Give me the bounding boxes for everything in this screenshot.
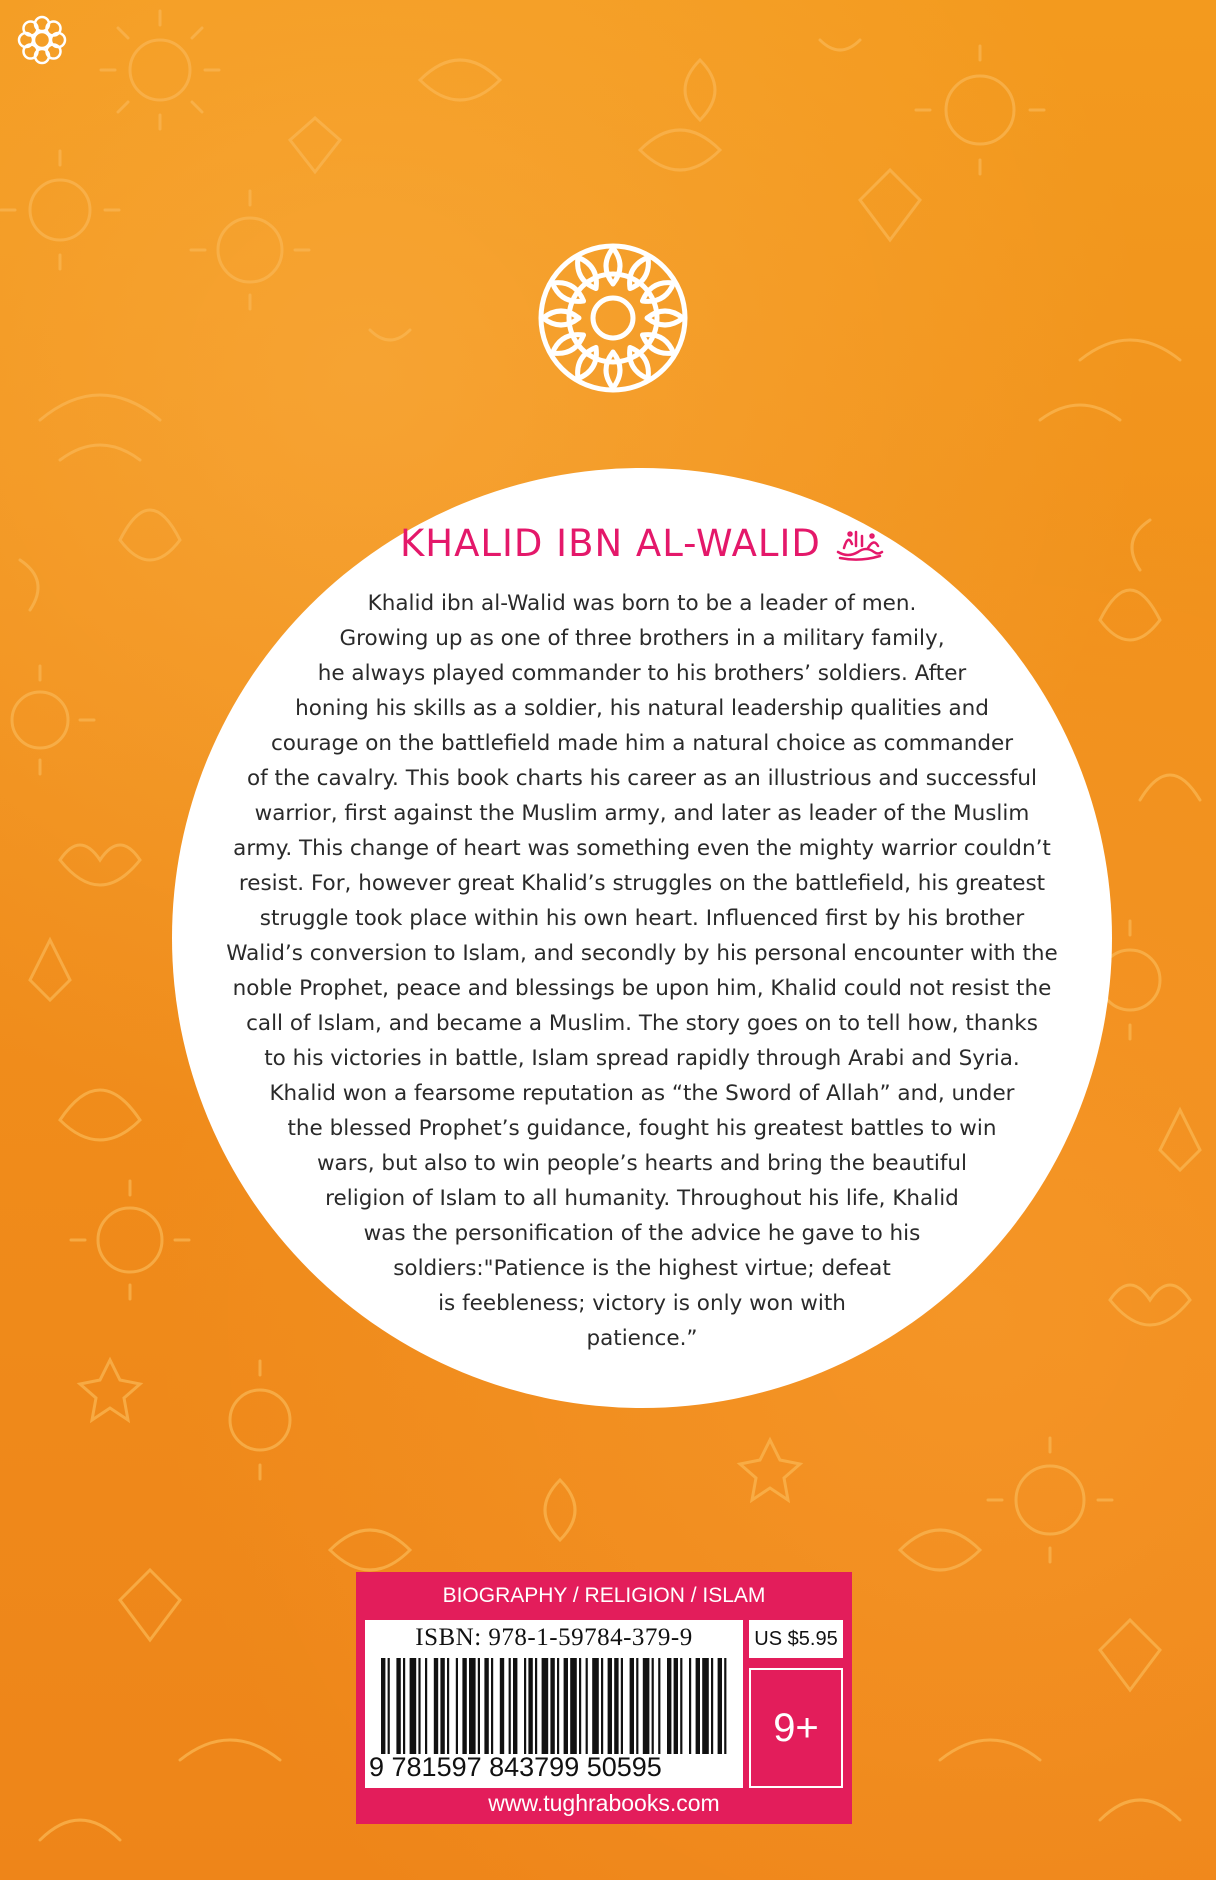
barcode-stripe <box>440 1658 444 1754</box>
barcode-stripe <box>689 1658 691 1754</box>
barcode-icon <box>381 1658 731 1754</box>
barcode-stripe <box>513 1658 517 1754</box>
book-description <box>172 586 1112 1356</box>
barcode-stripe <box>542 1658 549 1754</box>
barcode-stripe <box>630 1658 634 1754</box>
barcode-stripe <box>396 1658 400 1754</box>
price-label: US $5.95 <box>749 1620 843 1658</box>
barcode-stripe <box>388 1658 390 1754</box>
description-line: the blessed Prophet’s guidance, fought his greatest battles to win <box>287 1116 997 1141</box>
barcode-stripe <box>711 1658 713 1754</box>
isbn-text: ISBN: 978-1-59784-379-9 <box>415 1624 693 1651</box>
barcode-stripe <box>724 1658 726 1754</box>
book-title: KHALID IBN AL-WALID <box>399 522 821 565</box>
barcode-stripe <box>535 1658 537 1754</box>
age-rating: 9+ <box>749 1668 843 1788</box>
ean-digits: 9 781597 843799 50595 <box>369 1752 662 1782</box>
title-row <box>172 522 1112 565</box>
description-line: religion of Islam to all humanity. Throughout his life, Khalid <box>325 1186 959 1211</box>
barcode-stripe <box>524 1658 526 1754</box>
description-line: noble Prophet, peace and blessings be upon him, Khalid could not resist the <box>232 976 1052 1001</box>
barcode-stripe <box>680 1658 682 1754</box>
description-line: was the personification of the advice he gave to his <box>363 1221 921 1246</box>
barcode-stripe <box>718 1658 722 1754</box>
barcode-stripe <box>478 1658 480 1754</box>
barcode-stripe <box>491 1658 493 1754</box>
description-line: of the cavalry. This book charts his career as an illustrious and successful <box>247 766 1037 791</box>
barcode-stripe <box>469 1658 476 1754</box>
barcode-stripe <box>550 1658 554 1754</box>
barcode-stripe <box>601 1658 603 1754</box>
barcode-stripe <box>557 1658 559 1754</box>
description-line: army. This change of heart was something even the mighty warrior couldn’t <box>233 836 1051 861</box>
barcode-stripe <box>418 1658 420 1754</box>
barcode-stripe <box>702 1658 709 1754</box>
barcode-stripe <box>658 1658 660 1754</box>
barcode-stripe <box>674 1658 678 1754</box>
barcode-stripe <box>381 1658 385 1754</box>
barcode-stripe <box>447 1658 449 1754</box>
description-line: call of Islam, and became a Muslim. The story goes on to tell how, thanks <box>246 1011 1038 1036</box>
description-line: he always played commander to his brothers’ soldiers. After <box>317 661 967 686</box>
arabic-calligraphy-honorific-icon <box>834 526 884 562</box>
barcode-stripe <box>570 1658 577 1754</box>
barcode-stripe <box>410 1658 417 1754</box>
description-line: Khalid won a fearsome reputation as “the Sword of Allah” and, under <box>269 1081 1015 1106</box>
description-line: soldiers:"Patience is the highest virtue; defeat <box>393 1256 891 1281</box>
barcode-stripe <box>667 1658 671 1754</box>
description-line: is feebleness; victory is only won with <box>438 1291 846 1316</box>
barcode-stripe <box>564 1658 568 1754</box>
publisher-flower-icon <box>12 10 72 70</box>
barcode-stripe <box>621 1658 623 1754</box>
barcode-stripe <box>484 1658 488 1754</box>
description-line: wars, but also to win people’s hearts and bring the beautiful <box>316 1151 968 1176</box>
barcode-stripe <box>696 1658 700 1754</box>
description-line: Walid’s conversion to Islam, and secondly by his personal encounter with the <box>226 941 1058 966</box>
barcode-stripe <box>403 1658 405 1754</box>
barcode-stripe <box>579 1658 581 1754</box>
barcode-stripe <box>434 1658 438 1754</box>
barcode-stripe <box>528 1658 532 1754</box>
barcode-stripe <box>592 1658 599 1754</box>
barcode-stripe <box>509 1658 511 1754</box>
barcode-stripe <box>608 1658 612 1754</box>
description-line: patience.” <box>586 1326 698 1351</box>
description-line: Growing up as one of three brothers in a military family, <box>339 626 945 651</box>
barcode-stripe <box>500 1658 504 1754</box>
description-line: courage on the battlefield made him a natural choice as commander <box>270 731 1014 756</box>
barcode-stripe <box>636 1658 638 1754</box>
description-line: struggle took place within his own heart. Influenced first by his brother <box>259 906 1025 931</box>
publisher-website: www.tughrabooks.com <box>488 1790 720 1816</box>
barcode-stripe <box>462 1658 466 1754</box>
islamic-rosette-icon <box>533 238 693 398</box>
description-line: resist. For, however great Khalid’s struggles on the battlefield, his greatest <box>238 871 1046 896</box>
category-label: BIOGRAPHY / RELIGION / ISLAM <box>442 1584 766 1607</box>
barcode-stripe <box>586 1658 588 1754</box>
description-line: to his victories in battle, Islam spread rapidly through Arabi and Syria. <box>264 1046 1020 1071</box>
barcode-stripe <box>456 1658 458 1754</box>
barcode-stripe <box>643 1658 650 1754</box>
description-line: warrior, first against the Muslim army, and later as leader of the Muslim <box>254 801 1030 826</box>
description-line: Khalid ibn al-Walid was born to be a leader of men. <box>367 591 917 616</box>
barcode-stripe <box>652 1658 654 1754</box>
price-barcode-box <box>356 1572 852 1824</box>
barcode-panel <box>365 1620 743 1788</box>
barcode-stripe <box>425 1658 427 1754</box>
barcode-stripe <box>614 1658 618 1754</box>
description-line: honing his skills as a soldier, his natural leadership qualities and <box>295 696 989 721</box>
